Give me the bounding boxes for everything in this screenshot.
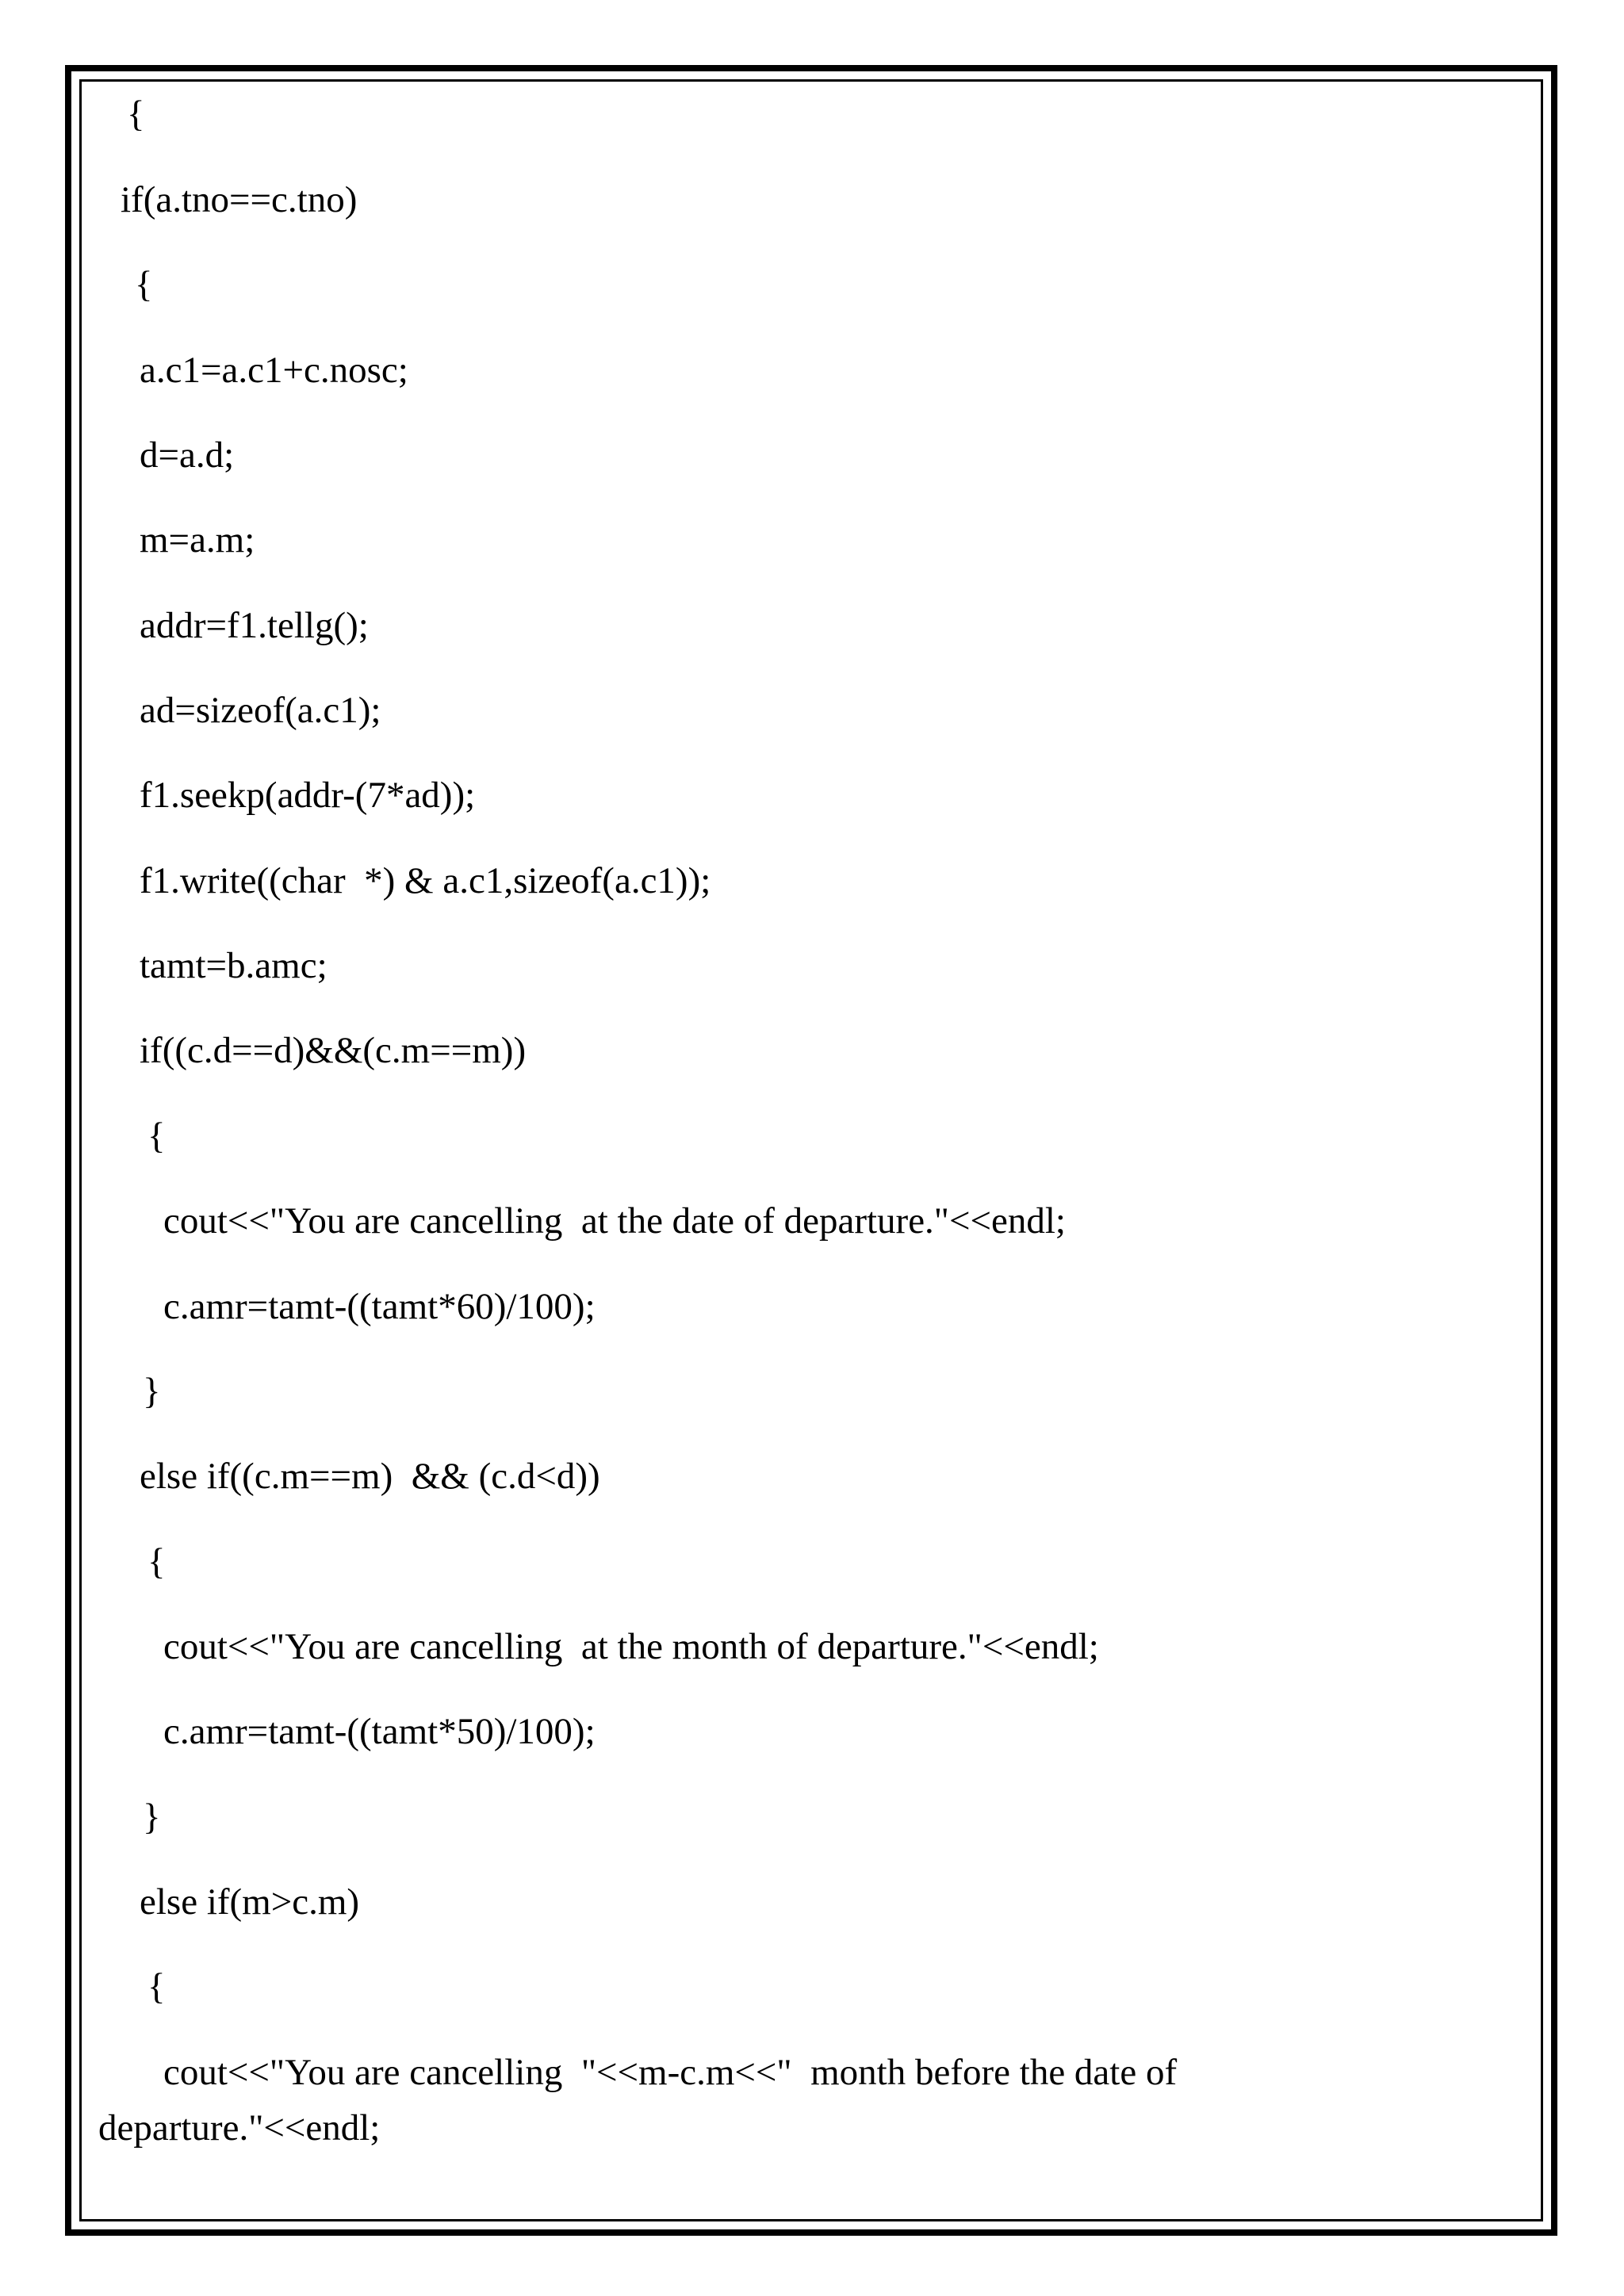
code-line: c.amr=tamt-((tamt*60)/100); <box>163 1286 596 1327</box>
code-line: if(a.tno==c.tno) <box>121 179 358 220</box>
code-line: } <box>143 1797 161 1838</box>
code-line: { <box>147 1115 166 1157</box>
code-line: departure."<<endl; <box>98 2107 381 2149</box>
code-line: m=a.m; <box>140 519 255 561</box>
code-line: } <box>143 1371 161 1412</box>
code-line: addr=f1.tellg(); <box>140 605 369 646</box>
code-line: d=a.d; <box>140 434 235 476</box>
code-line: { <box>135 264 153 305</box>
code-line: ad=sizeof(a.c1); <box>140 690 381 731</box>
code-line: cout<<"You are cancelling at the month of departure."<<endl; <box>163 1626 1099 1667</box>
code-line: f1.seekp(addr-(7*ad)); <box>140 775 476 816</box>
code-line: { <box>147 1541 166 1582</box>
code-line: c.amr=tamt-((tamt*50)/100); <box>163 1711 596 1752</box>
code-line: if((c.d==d)&&(c.m==m)) <box>140 1030 527 1071</box>
code-line: f1.write((char *) & a.c1,sizeof(a.c1)); <box>140 860 711 901</box>
code-line: cout<<"You are cancelling at the date of departure."<<endl; <box>163 1200 1066 1242</box>
code-line: else if((c.m==m) && (c.d<d)) <box>140 1456 600 1497</box>
code-line: { <box>147 1966 166 2007</box>
code-line: else if(m>c.m) <box>140 1881 360 1923</box>
code-line: cout<<"You are cancelling "<<m-c.m<<" month before the date of <box>163 2052 1178 2093</box>
code-line: { <box>127 94 145 135</box>
code-line: a.c1=a.c1+c.nosc; <box>140 350 408 391</box>
code-line: tamt=b.amc; <box>140 945 327 986</box>
